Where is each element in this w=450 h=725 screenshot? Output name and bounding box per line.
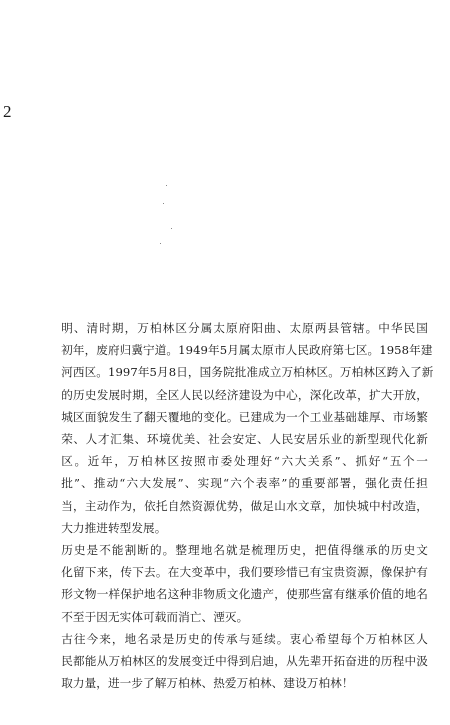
text-line: 化留下来，传下去。在大变革中，我们要珍惜已有宝贵资源，像保护有	[61, 565, 428, 580]
paragraph-heritage	[38, 539, 428, 628]
text-line: 不至于因无实体可载而消亡、湮灭。	[61, 609, 249, 624]
paragraph-history	[38, 317, 434, 539]
scan-speck	[166, 185, 167, 186]
text-line: 当，主动作为，依托自然资源优势，做足山水文章，加快城中村改造，	[61, 498, 428, 513]
text-line: 民都能从万柏林区的发展变迁中得到启迪，从先辈开拓奋进的历程中汲	[61, 654, 428, 669]
text-line: 的历史发展时期，全区人民以经济建设为中心，深化改革，扩大开放，	[61, 387, 428, 402]
text-line: 城区面貌发生了翻天覆地的变化。已建成为一个工业基础雄厚、市场繁	[61, 409, 428, 424]
text-line: 河西区。1997年5月8日，国务院批准成立万柏林区。万柏林区跨入了新	[61, 365, 434, 380]
text-line: 古往今来，地名录是历史的传承与延续。衷心希望每个万柏林区人	[61, 631, 428, 646]
paragraph-closing	[38, 628, 428, 695]
text-line: 明、清时期，万柏林区分属太原府阳曲、太原两县管辖。中华民国	[61, 321, 428, 335]
text-line: 大力推进转型发展。	[61, 520, 167, 535]
scan-speck	[160, 243, 161, 244]
text-line: 历史是不能割断的。整理地名就是梳理历史，把值得继承的历史文	[61, 543, 428, 558]
text-line: 批”、推动“六大发展”、实现“六个表率”的重要部署，强化责任担	[61, 476, 428, 491]
text-line: 取力量，进一步了解万柏林、热爱万柏林、建设万柏林！	[61, 676, 354, 691]
page-number: 2	[3, 102, 12, 121]
text-line: 形文物一样保护地名这种非物质文化遗产，使那些富有继承价值的地名	[61, 587, 428, 602]
text-line: 初年，废府归冀宁道。1949年5月属太原市人民政府第七区。1958年建	[61, 343, 433, 358]
text-line: 区。近年，万柏林区按照市委处理好“六大关系”、抓好“五个一	[61, 454, 428, 469]
scan-speck	[163, 203, 164, 204]
text-line: 荣、人才汇集、环境优美、社会安定、人民安居乐业的新型现代化新	[61, 432, 428, 447]
body-text	[38, 317, 434, 694]
scan-speck	[171, 228, 172, 229]
